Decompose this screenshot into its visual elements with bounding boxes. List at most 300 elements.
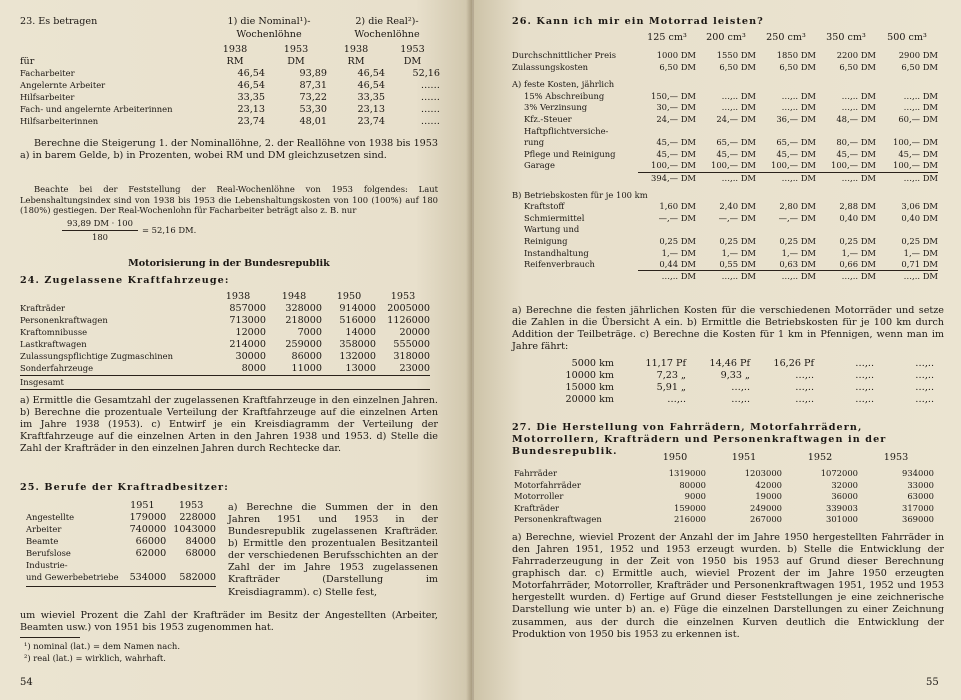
ex24-row-label: Krafträder <box>20 303 66 314</box>
ex24-task: a) Ermittle die Gesamtzahl der zugelassenen Kraftfahrzeuge in den einzelnen Jahren. b) Berechne die prozentuale Verteilung der Kraftfahrzeuge auf die einzelnen Arten im Jahre 1938 (1953). c) Entwirf je ein Kreisdiagramm der Verteilung der Kraftfahrzeuge auf die einzelnen Arten in den Jahren 1938 und 1953. d) Stelle die Zahl der Krafträder in den einzelnen Jahren durch Rechtecke dar. <box>20 395 438 455</box>
table-row <box>512 91 938 103</box>
ex25-cell: 1043000 <box>173 524 216 536</box>
ex27-cell: 249000 <box>750 502 782 513</box>
ex23-row-label: Fach- und angelernte Arbeiterinnen <box>20 104 173 115</box>
ex26-cell: 1,— DM <box>903 247 938 258</box>
ex25-years-row <box>26 500 216 512</box>
table-row <box>26 548 216 560</box>
ex24-years-row <box>20 291 430 303</box>
ex26-cell: 45,— DM <box>716 148 756 159</box>
ex25-row-label: Angestellte <box>26 512 75 523</box>
km-cell: 7,23 „ <box>656 370 686 382</box>
ex24-total-label: Insgesamt <box>20 377 64 387</box>
ex24-cell: 857000 <box>229 303 266 315</box>
table-row <box>512 213 938 225</box>
ex26-cell: 45,— DM <box>656 148 696 159</box>
ex26-cell: …,.. DM <box>841 271 876 282</box>
ex27-task: a) Berechne, wieviel Prozent der Anzahl der im Jahre 1950 hergestellten Fahrräder in den Jahren 1951, 1952 und 1953 erzeugt wurden. b) Stelle die Entwicklung der Fahrraderzeugung in der Zeit von 1950 bis 1953 auf Grund dieser Berechnung graphisch dar. c) Ermittle auch, wieviel Prozent der im Jahre 1950 erzeugten Motorfahrräder, Motorroller, Krafträder und Personenkraftwagen 1951, 1952 und 1953 hergestellt wurden. d) Fertige auf Grund dieser Feststellungen je eine zeichnerische Darstellung wie unter b) an. e) Füge die einzelnen Darstellungen zu einer Zeichnung zusammen, aus der durch die einzelnen Kurven deutlich die Entwicklung der Produktion von 1950 bis 1953 zu erkennen ist. <box>512 532 944 640</box>
ex26-cell: 1,— DM <box>721 247 756 258</box>
ex23-year: 1953 <box>283 44 309 55</box>
ex24-sum-line <box>20 375 430 376</box>
ex24-row-label: Zulassungspflichtige Zugmaschinen <box>20 351 173 362</box>
ex26-cell: …,.. DM <box>841 102 876 113</box>
table-row <box>512 62 938 74</box>
ex26-cell: 100,— DM <box>638 160 696 172</box>
ex23-col2-head1: 2) die Real²)- <box>355 16 419 27</box>
ex26-cell: …,.. DM <box>721 102 756 113</box>
table-row <box>26 560 216 572</box>
ex27-years-row <box>514 452 934 464</box>
table-row <box>512 160 938 172</box>
ex27-year: 1951 <box>731 452 757 463</box>
ex26-cell: 1000 DM <box>656 50 696 61</box>
ex23-cell: 48,01 <box>299 116 327 128</box>
ex23-year: 1938 <box>343 44 369 55</box>
ex26-cell: 0,66 DM <box>816 259 876 271</box>
ex23-cell: 23,74 <box>357 116 385 128</box>
ex26-cell: 1,— DM <box>661 247 696 258</box>
km-cell: …,.. <box>855 358 874 369</box>
ex23-fuer: für <box>20 56 35 68</box>
ex27-cell: 301000 <box>826 514 858 525</box>
left-page <box>0 0 472 700</box>
ex26-cell: …,.. DM <box>903 172 938 183</box>
ex26-cell: …,.. DM <box>721 90 756 101</box>
table-row <box>20 303 430 315</box>
ex26-cell: —,— DM <box>778 212 816 223</box>
ex23-cell: …… <box>420 80 440 92</box>
ex26-row-label: Wartung und <box>524 224 580 235</box>
ex26-cell: 0,40 DM <box>839 212 876 223</box>
footnote-rule <box>20 637 80 638</box>
table-row <box>26 536 216 548</box>
ex23-unit: DM <box>403 56 422 68</box>
ex26-cell: 100,— DM <box>756 160 816 172</box>
ex26-cell: 0,25 DM <box>719 235 756 246</box>
ex23-unit: RM <box>226 56 244 68</box>
ex23-cell: 73,22 <box>299 92 327 104</box>
ex26-cell <box>638 224 696 236</box>
ex26-cell: 36,— DM <box>776 114 816 125</box>
ex23-cell: …… <box>420 116 440 128</box>
fraction-numerator: 93,89 DM · 100 <box>67 218 133 228</box>
km-cell: …,.. <box>915 394 934 406</box>
ex26-cell: 6,50 DM <box>779 61 816 72</box>
km-cell: …,.. <box>915 370 934 382</box>
ex23-year: 1938 <box>222 44 248 55</box>
km-cell: 11,17 Pf <box>645 358 686 369</box>
ex26-cell: 24,— DM <box>716 114 756 125</box>
ex26-cell <box>876 224 938 236</box>
ex26-row-label: Instandhaltung <box>524 247 589 258</box>
table-row <box>512 102 938 114</box>
ex23-col1-head1: 1) die Nominal¹)- <box>227 16 311 27</box>
table-row <box>20 80 440 92</box>
ex26-row-label: Zulassungskosten <box>512 61 589 72</box>
ex24-cell: 1126000 <box>387 315 430 327</box>
ex24-cell: 14000 <box>345 327 376 339</box>
footnote-2: ²) real (lat.) = wirklich, wahrhaft. <box>24 653 166 663</box>
ex26-cell: 45,— DM <box>656 137 696 148</box>
km-cell: …,.. <box>795 382 814 394</box>
table-row <box>512 236 938 248</box>
table-row <box>20 68 440 80</box>
ex23-col1-head2: Wochenlöhne <box>236 29 302 40</box>
ex24-cell: 516000 <box>339 315 376 327</box>
ex26-row-label: Pflege und Reinigung <box>524 148 616 159</box>
ex23-cell: 46,54 <box>237 68 265 80</box>
ex27-row-label: Krafträder <box>514 502 560 513</box>
ex26-cell: 0,71 DM <box>876 259 938 271</box>
ex24-row-label: Personenkraftwagen <box>20 315 108 326</box>
ex26-cell: 1,— DM <box>781 247 816 258</box>
ex26-cell: 3,06 DM <box>901 201 938 212</box>
table-row <box>554 370 934 382</box>
ex26-row-label: 15% Abschreibung <box>524 90 605 101</box>
ex26-cell <box>816 224 876 236</box>
ex26-cell: 2900 DM <box>898 50 938 61</box>
fraction-bar <box>62 230 138 231</box>
ex26-row-label: Kfz.-Steuer <box>524 114 572 125</box>
table-row <box>20 315 430 327</box>
ex26-cell: 0,25 DM <box>901 235 938 246</box>
ex23-task: Berechne die Steigerung 1. der Nominallöhne, 2. der Reallöhne von 1938 bis 1953 a) in barem Gelde, b) in Prozenten, wobei RM und DM gleichzusetzen sind. <box>20 138 438 162</box>
ex26-cell <box>696 126 756 138</box>
ex23-cell: 87,31 <box>299 80 327 92</box>
table-row <box>512 149 938 161</box>
ex27-cell: 80000 <box>679 479 706 490</box>
ex26-cell: …,.. DM <box>841 172 876 183</box>
page-number-left: 54 <box>20 677 33 688</box>
ex24-year: 1938 <box>225 291 251 302</box>
ex25-cell: 66000 <box>135 536 167 548</box>
km-label: 5000 km <box>571 358 614 369</box>
ex26-cell: 65,— DM <box>716 137 756 148</box>
ex26-cell: 2,88 DM <box>839 201 876 212</box>
ex26-col-head: 125 cm³ <box>647 32 687 43</box>
ex27-year: 1953 <box>883 452 909 463</box>
ex23-unit: RM <box>347 56 365 68</box>
ex26-table <box>512 32 938 282</box>
km-cell: …,.. <box>731 394 750 406</box>
ex23-cell: 46,54 <box>237 80 265 92</box>
ex26-col-head: 500 cm³ <box>887 32 927 43</box>
ex23-col2-head2: Wochenlöhne <box>354 29 420 40</box>
ex26-cell: 100,— DM <box>816 160 876 172</box>
ex26-col-head: 250 cm³ <box>766 32 806 43</box>
ex26-cell: …,.. DM <box>781 271 816 282</box>
ex26-cell: 6,50 DM <box>719 61 756 72</box>
ex23-cell: 33,35 <box>357 92 385 104</box>
right-page <box>474 0 961 700</box>
ex26-b-head-row <box>512 190 938 202</box>
ex27-cell: 19000 <box>755 491 782 502</box>
ex25-cell: 534000 <box>129 571 167 583</box>
ex26-row-label: Kraftstoff <box>524 201 565 212</box>
fraction-denominator: 180 <box>92 232 108 242</box>
ex26-cell: 6,50 DM <box>659 61 696 72</box>
table-row <box>20 339 430 351</box>
ex26-cell: …,.. DM <box>903 271 938 282</box>
ex24-cell: 318000 <box>393 351 430 363</box>
ex25-table <box>26 500 216 584</box>
ex24-cell: 218000 <box>285 315 322 327</box>
table-row <box>20 104 440 116</box>
ex26-cell: 150,— DM <box>651 90 696 101</box>
ex24-cell: 11000 <box>291 363 322 375</box>
ex25-label: 25. Berufe der Kraftradbesitzer: <box>20 482 229 493</box>
ex26-cell: 45,— DM <box>898 148 938 159</box>
ex23-cell: …… <box>420 104 440 116</box>
ex25-bottom-task: um wieviel Prozent die Zahl der Krafträder im Besitz der Angestellten (Arbeiter, Beamten usw.) von 1951 bis 1953 zugenommen hat. <box>20 610 438 634</box>
ex24-label: 24. Zugelassene Kraftfahrzeuge: <box>20 275 230 286</box>
ex23-years-row <box>20 44 440 56</box>
ex26-row-label: Reifenverbrauch <box>524 259 595 270</box>
table-row <box>512 137 938 149</box>
ex26-cell <box>696 224 756 236</box>
section-title: Motorisierung in der Bundesrepublik <box>128 258 330 269</box>
table-row <box>514 468 934 480</box>
ex23-table <box>20 44 440 129</box>
ex26-a-heading: A) feste Kosten, jährlich <box>512 79 615 90</box>
ex25-sum-line <box>26 586 216 587</box>
ex26-row-label: Durchschnittlicher Preis <box>512 50 617 61</box>
ex25-cell <box>166 560 216 572</box>
ex26-col-head: 350 cm³ <box>826 32 866 43</box>
ex25-cell <box>119 560 167 572</box>
ex26-cell: —,— DM <box>718 212 756 223</box>
ex26-cell: 100,— DM <box>893 137 938 148</box>
ex26-row-label: Haftpflichtversiche- <box>524 125 609 136</box>
ex27-cell: 934000 <box>902 468 934 479</box>
ex26-cell: 1,60 DM <box>659 201 696 212</box>
ex26-cell: 2,40 DM <box>719 201 756 212</box>
table-row <box>512 259 938 271</box>
ex24-cell: 20000 <box>399 327 430 339</box>
ex27-row-label: Motorroller <box>514 491 564 502</box>
ex25-cell: 62000 <box>135 548 167 560</box>
ex26-a-head-row <box>512 79 938 91</box>
ex24-row-label: Sonderfahrzeuge <box>20 363 94 374</box>
ex24-cell: 259000 <box>285 339 322 351</box>
table-row <box>514 480 934 492</box>
ex26-task: a) Berechne die festen jährlichen Kosten für die verschiedenen Motorräder und setze die Zahlen in die Übersicht A ein. b) Ermittle die Betriebskosten für je 100 km durch Addition der Teilbeträge. c) Berechne die Kosten für 1 km in Pfennigen, wenn man im Jahre fährt: <box>512 305 944 353</box>
km-cell: …,.. <box>731 382 750 394</box>
ex25-row-label: Arbeiter <box>26 524 62 535</box>
ex26-cell: …,.. DM <box>721 271 756 282</box>
ex27-cell: 159000 <box>674 502 706 513</box>
table-row <box>512 224 938 236</box>
ex23-units-row <box>20 56 440 68</box>
ex25-cell: 84000 <box>185 536 216 548</box>
ex24-cell: 12000 <box>235 327 266 339</box>
table-row <box>20 116 440 128</box>
ex26-cell: 6,50 DM <box>839 61 876 72</box>
ex26-head-row <box>512 32 938 44</box>
table-row <box>514 514 934 526</box>
table-row <box>20 363 430 375</box>
ex23-label: 23. Es betragen <box>20 16 98 27</box>
ex27-cell: 1203000 <box>744 468 782 479</box>
ex27-year: 1952 <box>807 452 833 463</box>
ex27-table <box>514 452 934 526</box>
ex26-cell: 0,63 DM <box>756 259 816 271</box>
table-row <box>20 327 430 339</box>
ex27-cell: 32000 <box>831 479 858 490</box>
km-label: 20000 km <box>565 394 614 406</box>
ex25-year: 1951 <box>130 500 155 511</box>
table-row <box>554 382 934 394</box>
ex26-cell: 45,— DM <box>836 148 876 159</box>
ex26-cell: 1550 DM <box>716 50 756 61</box>
km-cell: …,.. <box>795 394 814 406</box>
ex26-row-label: Schmiermittel <box>524 212 585 223</box>
ex23-row-label: Angelernte Arbeiter <box>20 80 106 91</box>
ex26-cell <box>876 126 938 138</box>
ex26-row-label: rung <box>524 137 545 148</box>
ex23-unit: DM <box>287 56 305 68</box>
ex26-cell <box>756 224 816 236</box>
ex26-cell: 6,50 DM <box>901 61 938 72</box>
ex26-cell: 2200 DM <box>836 50 876 61</box>
km-cell: 9,33 „ <box>720 370 750 382</box>
ex24-bottom-line <box>20 389 430 390</box>
ex23-cell: 33,35 <box>237 92 265 104</box>
ex26-cell <box>756 126 816 138</box>
ex25-year: 1953 <box>178 500 204 511</box>
ex23-cell: 23,13 <box>357 104 385 116</box>
ex26-label: 26. Kann ich mir ein Motorrad leisten? <box>512 16 764 27</box>
ex24-row-label: Lastkraftwagen <box>20 339 87 350</box>
ex26-cell: …,.. DM <box>903 90 938 101</box>
ex26-row-label: Garage <box>524 160 555 171</box>
ex24-cell: 555000 <box>393 339 430 351</box>
km-label: 10000 km <box>565 370 614 382</box>
km-label: 15000 km <box>565 382 614 394</box>
ex27-cell: 1319000 <box>668 468 706 479</box>
ex26-cell: 45,— DM <box>776 148 816 159</box>
fraction-result: = 52,16 DM. <box>142 225 197 235</box>
ex26-cell <box>638 126 696 138</box>
ex26-cell: 0,25 DM <box>779 235 816 246</box>
table-row <box>514 503 934 515</box>
ex23-cell: 52,16 <box>412 68 440 80</box>
ex27-cell: 63000 <box>907 491 934 502</box>
ex24-cell: 30000 <box>235 351 266 363</box>
ex27-row-label: Motorfahrräder <box>514 479 581 490</box>
ex26-cell: …,.. DM <box>841 90 876 101</box>
ex26-cell: —,— DM <box>658 212 696 223</box>
table-row <box>26 524 216 536</box>
table-row <box>512 271 938 283</box>
ex25-cell: 582000 <box>179 571 216 583</box>
ex24-year: 1953 <box>390 291 416 302</box>
table-row <box>20 92 440 104</box>
table-row <box>26 572 216 584</box>
ex23-cell: 46,54 <box>357 80 385 92</box>
ex26-cell: 0,44 DM <box>638 259 696 271</box>
ex26-cell: …,.. DM <box>781 102 816 113</box>
ex26-row-label <box>512 172 638 184</box>
ex24-cell: 86000 <box>291 351 322 363</box>
ex27-label: 27. Die Herstellung von Fahrrädern, Motorfahrrädern, Motorrollern, Krafträdern und Personenkraftwagen in der Bundesrepublik. <box>512 422 887 458</box>
ex26-cell: …,.. DM <box>781 90 816 101</box>
table-row <box>554 358 934 370</box>
ex24-cell: 214000 <box>229 339 266 351</box>
table-row <box>512 126 938 138</box>
ex23-row-label: Facharbeiter <box>20 68 75 79</box>
ex26-cell: 0,25 DM <box>839 235 876 246</box>
table-row <box>554 394 934 406</box>
ex25-side-task: a) Berechne die Summen der in den Jahren 1951 und 1953 in der Bundesrepublik zugelassenen Krafträder. b) Ermittle den prozentualen Besitzanteil der verschiedenen Berufsschichten an der Zahl der im Jahre 1953 zugelassenen Krafträder (Darstellung im Kreisdiagramm). c) Stelle fest, <box>228 502 438 598</box>
ex27-cell: 216000 <box>674 514 706 525</box>
ex24-cell: 2005000 <box>387 303 430 315</box>
ex24-cell: 713000 <box>229 315 266 327</box>
table-row <box>512 248 938 260</box>
ex27-cell: 33000 <box>907 479 934 490</box>
ex27-cell: 36000 <box>831 491 858 502</box>
km-cell: …,.. <box>855 370 874 382</box>
table-row <box>514 491 934 503</box>
ex26-cell: 30,— DM <box>656 102 696 113</box>
ex26-cell: …,.. DM <box>661 271 696 282</box>
ex24-cell: 132000 <box>339 351 376 363</box>
table-row <box>512 50 938 62</box>
ex26-cell: …,.. DM <box>721 172 756 183</box>
ex27-cell: 317000 <box>902 502 934 513</box>
ex25-cell: 68000 <box>185 548 216 560</box>
ex26-col-head: 200 cm³ <box>706 32 746 43</box>
ex27-cell: 42000 <box>755 479 782 490</box>
ex26-cell: 100,— DM <box>696 160 756 172</box>
ex25-cell: 228000 <box>179 512 216 524</box>
ex24-year: 1950 <box>336 291 362 302</box>
ex26-cell: 1,— DM <box>841 247 876 258</box>
ex23-cell: 23,74 <box>237 116 265 128</box>
ex25-cell: 740000 <box>129 524 167 536</box>
ex27-row-label: Personenkraftwagen <box>514 514 602 525</box>
ex24-cell: 358000 <box>339 339 376 351</box>
ex26-row-label <box>512 271 638 283</box>
ex23-cell: 46,54 <box>357 68 385 80</box>
ex26-cell: 24,— DM <box>656 114 696 125</box>
ex26-row-label: Reinigung <box>524 235 568 246</box>
km-cell: …,.. <box>667 394 686 406</box>
table-row <box>20 351 430 363</box>
ex23-note: Beachte bei der Feststellung der Real-Wochenlöhne von 1953 folgendes: Laut Lebenshaltungsindex sind von 1938 bis 1953 die Lebenshaltungskosten von 100 (100%) auf 180 (180%) gestiegen. Der Real-Wochenlohn für Facharbeiter beträgt also z. B. nur <box>20 184 438 216</box>
ex24-cell: 8000 <box>241 363 266 375</box>
ex25-row-label: und Gewerbebetriebe <box>26 571 119 582</box>
km-cell: …,.. <box>795 370 814 382</box>
ex26-cell: 1850 DM <box>776 50 816 61</box>
ex23-cell: 23,13 <box>237 104 265 116</box>
km-cell: …,.. <box>915 358 934 369</box>
ex26-cell: …,.. DM <box>781 172 816 183</box>
ex23-year: 1953 <box>400 44 425 55</box>
ex23-cell: 93,89 <box>299 68 327 80</box>
ex24-cell: 914000 <box>339 303 376 315</box>
ex26-cell: 60,— DM <box>898 114 938 125</box>
ex26-cell: 394,— DM <box>651 172 696 183</box>
km-cell: 16,26 Pf <box>773 358 814 369</box>
ex26-b-heading: B) Betriebskosten für je 100 km <box>512 189 648 200</box>
ex26-cell <box>816 126 876 138</box>
ex26-row-label: 3% Verzinsung <box>524 102 588 113</box>
ex25-row-label: Berufslose <box>26 548 71 559</box>
table-row <box>512 172 938 184</box>
ex24-table <box>20 291 430 376</box>
ex25-row-label: Beamte <box>26 536 59 547</box>
